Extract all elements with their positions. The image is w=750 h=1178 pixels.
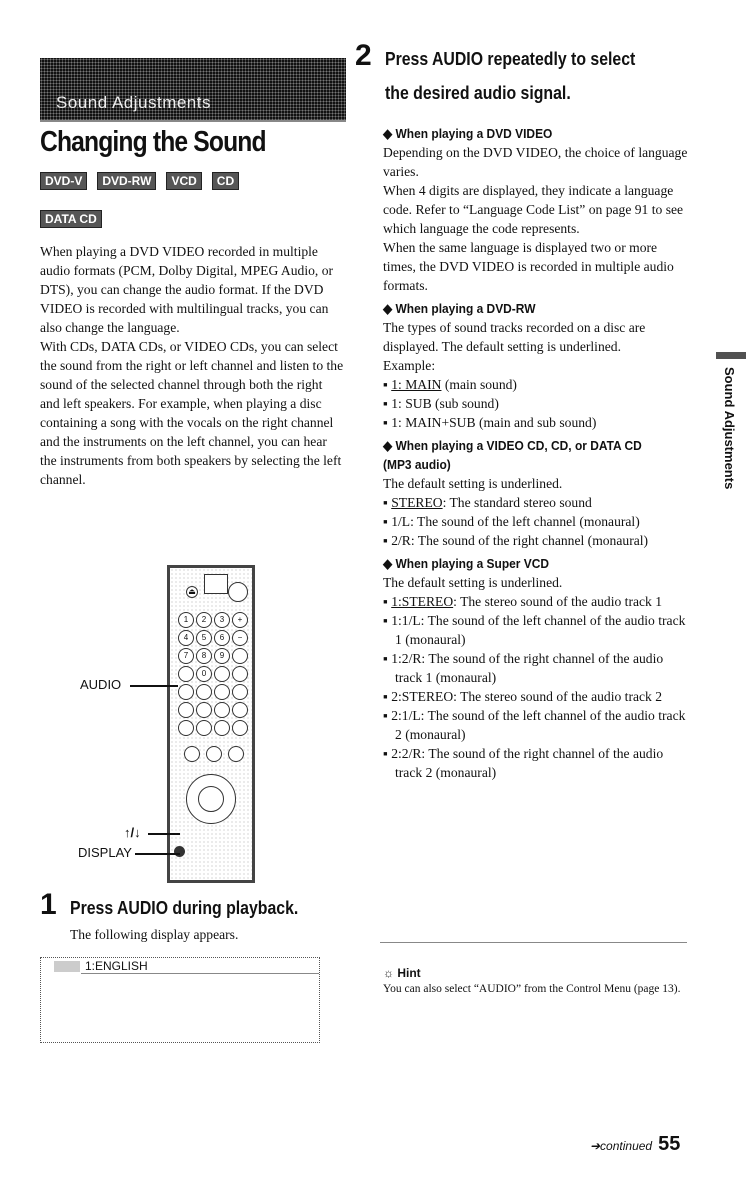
list-item (383, 512, 693, 531)
step-number: 2 (355, 39, 372, 72)
step-1 (40, 888, 329, 922)
remote-button (214, 684, 230, 700)
remote-button (214, 720, 230, 736)
list-item (383, 744, 693, 782)
bullet: ▪ (383, 396, 392, 411)
arrows-leader-line (148, 833, 180, 835)
step-text: Press AUDIO repeatedly to select (385, 49, 636, 69)
remote-illustration (167, 565, 255, 883)
list-item (383, 687, 693, 706)
option-desc: 1: SUB (sub sound) (391, 396, 499, 411)
remote-button (214, 666, 230, 682)
step-1-desc: The following display appears. (70, 927, 239, 942)
remote-button: 5 (196, 630, 212, 646)
hint-label: Hint (397, 966, 421, 980)
remote-button: 4 (178, 630, 194, 646)
option-desc: : The stereo sound of the audio track 1 (453, 594, 663, 609)
arrows-label: ↑/↓ (124, 825, 141, 840)
option-desc: 2:2/R: The sound of the right channel of the audio track 2 (monaural) (391, 746, 664, 780)
bullet: ▪ (383, 377, 392, 392)
hint (383, 965, 693, 997)
continued-label: ➔continued (590, 1139, 653, 1153)
remote-button: − (232, 630, 248, 646)
option-desc: 2:1/L: The sound of the left channel of the audio track 2 (monaural) (391, 708, 686, 742)
subheading: ◆ When playing a DVD-RW (383, 301, 536, 316)
paragraph: When 4 digits are displayed, they indicate a language code. Refer to “Language Code List” on page 91 to see which language the code represents. (383, 183, 684, 236)
enter-button (198, 786, 224, 812)
remote-button: 6 (214, 630, 230, 646)
paragraph: The types of sound tracks recorded on a disc are displayed. The default setting is underlined. (383, 320, 646, 354)
subheading: ◆ When playing a VIDEO CD, CD, or DATA CD (MP3 audio) (383, 438, 642, 472)
display-leader-line (135, 853, 180, 855)
list-item (383, 375, 693, 394)
display-label: DISPLAY (78, 845, 132, 860)
remote-button (196, 702, 212, 718)
option-desc: (main sound) (441, 377, 517, 392)
remote-button (184, 746, 200, 762)
lightbulb-icon: ☼ (383, 966, 394, 980)
remote-button (232, 720, 248, 736)
page-number: 55 (658, 1133, 681, 1155)
bullet: ▪ (383, 651, 392, 666)
list-item (383, 493, 693, 512)
intro-paragraph: With CDs, DATA CDs, or VIDEO CDs, you can select the sound from the right or left channel and listen to the sound of the selected channel through both the right and left speakers. For example, when playing a disc containing a song with the vocals on the right channel and the instruments on the left channel, you can hear the instruments from both speakers by selecting the left channel. (40, 339, 344, 487)
page-title: Changing the Sound (40, 126, 266, 158)
option-desc: 1:2/R: The sound of the right channel of the audio track 1 (monaural) (391, 651, 664, 685)
display-value: 1:ENGLISH (85, 959, 148, 973)
paragraph: The default setting is underlined. (383, 575, 563, 590)
remote-button (206, 746, 222, 762)
remote-button: 2 (196, 612, 212, 628)
display-button (174, 846, 185, 857)
remote-button (196, 720, 212, 736)
audio-label: AUDIO (80, 677, 122, 692)
step-text: Press AUDIO during playback. (70, 898, 299, 918)
divider (380, 942, 687, 943)
eject-icon: ⏏ (186, 586, 198, 598)
list-item (383, 413, 693, 432)
section-banner (40, 58, 346, 122)
remote-button (178, 666, 194, 682)
tv-switch-icon (204, 574, 228, 594)
remote-button (178, 702, 194, 718)
option-desc: : The standard stereo sound (442, 495, 592, 510)
section-banner-label: Sound Adjustments (56, 93, 211, 112)
bullet: ▪ (383, 594, 392, 609)
remote-button (178, 720, 194, 736)
list-item (383, 649, 693, 687)
remote-button (214, 702, 230, 718)
audio-leader-line (130, 685, 178, 687)
remote-button: 9 (214, 648, 230, 664)
badge-cd: CD (212, 172, 239, 190)
remote-button: 0 (196, 666, 212, 682)
paragraph: Depending on the DVD VIDEO, the choice of language varies. (383, 145, 688, 179)
side-tab-bar (716, 352, 746, 359)
bullet: ▪ (383, 689, 392, 704)
bullet: ▪ (383, 613, 392, 628)
audio-options (383, 124, 693, 786)
remote-button (232, 666, 248, 682)
paragraph: When the same language is displayed two or more times, the DVD VIDEO is recorded in multiple audio formats. (383, 240, 674, 293)
remote-button (232, 648, 248, 664)
bullet: ▪ (383, 533, 392, 548)
step-2 (355, 40, 669, 111)
list-item (383, 611, 693, 649)
example-label: Example: (383, 358, 436, 373)
footer (590, 1133, 680, 1156)
bullet: ▪ (383, 746, 392, 761)
on-screen-display (40, 957, 320, 1043)
intro-text (40, 242, 345, 489)
bullet: ▪ (383, 495, 392, 510)
remote-button: 8 (196, 648, 212, 664)
remote-button (232, 702, 248, 718)
side-tab-label: Sound Adjustments (722, 367, 737, 490)
badge-dvd-rw: DVD-RW (97, 172, 156, 190)
remote-button (196, 684, 212, 700)
disc-badges (40, 172, 249, 190)
list-item (383, 706, 693, 744)
bullet: ▪ (383, 708, 392, 723)
side-tab (716, 352, 746, 489)
badge-vcd: VCD (166, 172, 201, 190)
option-desc: 2:STEREO: The stereo sound of the audio track 2 (391, 689, 663, 704)
step-text: the desired audio signal. (385, 83, 571, 103)
audio-display-icon (54, 961, 80, 972)
list-item (383, 531, 693, 550)
display-divider (81, 973, 319, 974)
subheading: ◆ When playing a Super VCD (383, 556, 550, 571)
step-number: 1 (40, 888, 57, 921)
default-option: 1: MAIN (391, 377, 442, 392)
paragraph: The default setting is underlined. (383, 476, 563, 491)
intro-paragraph: When playing a DVD VIDEO recorded in multiple audio formats (PCM, Dolby Digital, MPEG Audio, or DTS), you can change the audio format. If the DVD VIDEO is recorded with multilingual tracks, you can also change the language. (40, 244, 334, 335)
spacer (383, 782, 693, 786)
badge-data-cd: DATA CD (40, 210, 102, 228)
option-desc: 1: MAIN+SUB (main and sub sound) (391, 415, 597, 430)
option-desc: 1:1/L: The sound of the left channel of the audio track 1 (monaural) (391, 613, 686, 647)
remote-button: 3 (214, 612, 230, 628)
remote-button (232, 684, 248, 700)
remote-button: 7 (178, 648, 194, 664)
remote-button: + (232, 612, 248, 628)
option-desc: 2/R: The sound of the right channel (monaural) (391, 533, 649, 548)
bullet: ▪ (383, 415, 392, 430)
remote-button (178, 684, 194, 700)
remote-button: 1 (178, 612, 194, 628)
list-item (383, 592, 693, 611)
option-desc: 1/L: The sound of the left channel (monaural) (391, 514, 640, 529)
list-item (383, 394, 693, 413)
subheading: ◆ When playing a DVD VIDEO (383, 126, 553, 141)
power-button-icon (228, 582, 248, 602)
badge-dvd-v: DVD-V (40, 172, 87, 190)
hint-text: You can also select “AUDIO” from the Control Menu (page 13). (383, 983, 681, 995)
default-option: 1:STEREO (391, 594, 454, 609)
bullet: ▪ (383, 514, 392, 529)
remote-button (228, 746, 244, 762)
default-option: STEREO (391, 495, 443, 510)
